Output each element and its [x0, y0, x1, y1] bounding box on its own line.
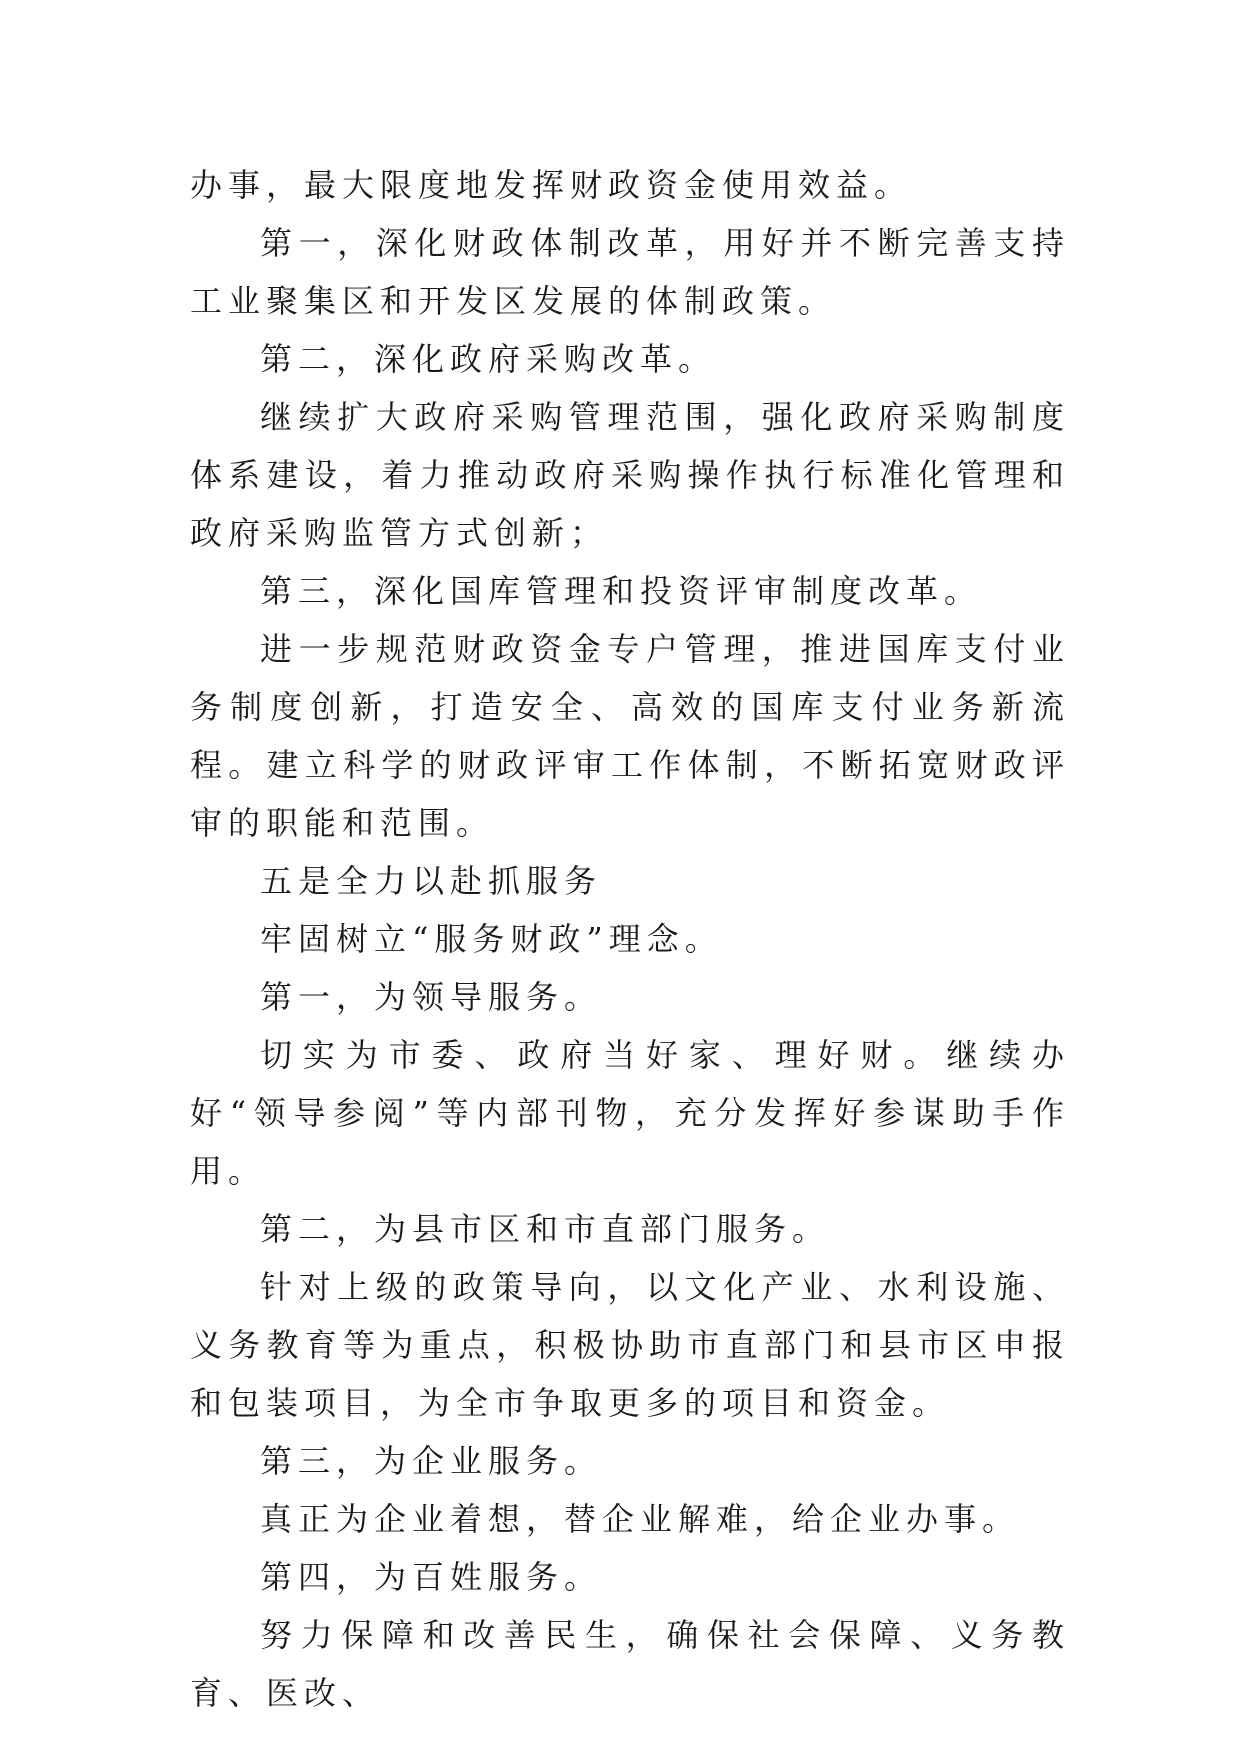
paragraph: 针对上级的政策导向，以文化产业、水利设施、义务教育等为重点，积极协助市直部门和县市区申报和包装项目，为全市争取更多的项目和资金。: [190, 1268, 1070, 1422]
paragraph: 真正为企业着想，替企业解难，给企业办事。: [260, 1500, 1021, 1538]
paragraph: 第三，深化国库管理和投资评审制度改革。: [260, 572, 983, 610]
paragraph: 切实为市委、政府当好家、理好财。继续办好“领导参阅”等内部刊物，充分发挥好参谋助手作用。: [190, 1036, 1070, 1190]
paragraph: 办事，最大限度地发挥财政资金使用效益。: [190, 166, 913, 204]
paragraph: 第一，为领导服务。: [260, 978, 603, 1016]
paragraph: 第二，为县市区和市直部门服务。: [260, 1210, 831, 1248]
paragraph: 继续扩大政府采购管理范围，强化政府采购制度体系建设，着力推动政府采购操作执行标准化管理和政府采购监管方式创新；: [190, 398, 1070, 552]
paragraph: 第二，深化政府采购改革。: [260, 340, 717, 378]
paragraph: 第一，深化财政体制改革，用好并不断完善支持工业聚集区和开发区发展的体制政策。: [190, 224, 1070, 320]
paragraph: 进一步规范财政资金专户管理，推进国库支付业务制度创新，打造安全、高效的国库支付业务新流程。建立科学的财政评审工作体制，不断拓宽财政评审的职能和范围。: [190, 630, 1070, 842]
document-body: [190, 156, 1070, 1722]
paragraph: 努力保障和改善民生，确保社会保障、义务教育、医改、: [190, 1616, 1070, 1712]
section-heading: 五是全力以赴抓服务: [260, 862, 603, 900]
paragraph: 牢固树立“服务财政”理念。: [260, 920, 723, 958]
paragraph: 第三，为企业服务。: [260, 1442, 603, 1480]
paragraph: 第四，为百姓服务。: [260, 1558, 603, 1596]
